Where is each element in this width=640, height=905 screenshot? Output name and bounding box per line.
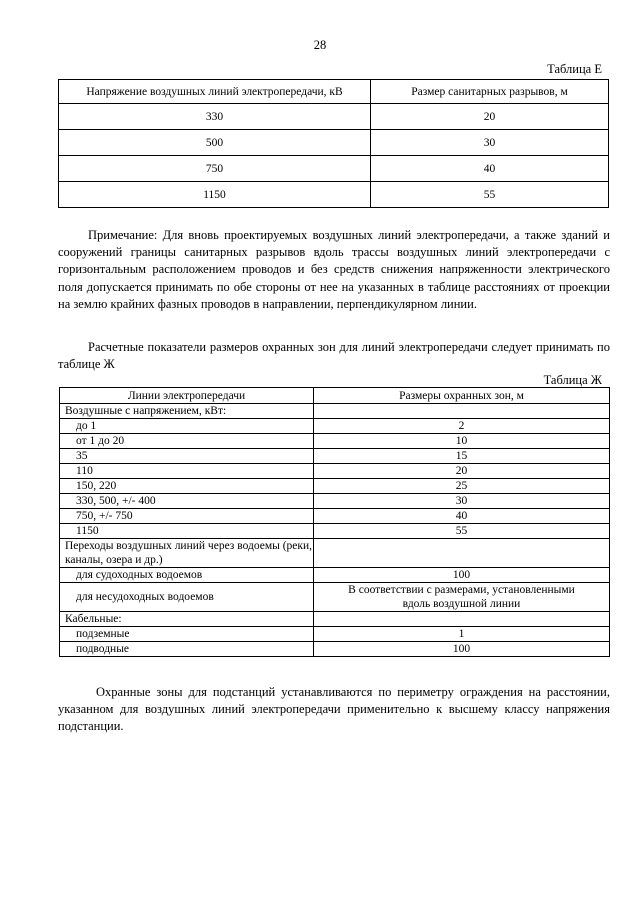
table-cell: В соответствии с размерами, установленными вдоль воздушной линии [314,583,610,612]
table-cell: для несудоходных водоемов [60,583,314,612]
table-e-caption: Таблица Е [547,62,602,76]
table-zh [59,387,610,657]
table-row [60,524,610,539]
table-cell: 110 [60,464,314,479]
table-cell: от 1 до 20 [60,434,314,449]
calc-text: Расчетные показатели размеров охранных зон для линий электропередачи следует принимать по таблице Ж [58,340,610,372]
table-row [60,404,610,419]
substation-paragraph [58,684,610,736]
table-cell: 150, 220 [60,479,314,494]
table-row [59,130,609,156]
table-cell: 10 [314,434,610,449]
page-number: 28 [313,38,327,52]
table-cell: 35 [60,449,314,464]
table-row [60,509,610,524]
table-e-header-voltage: Напряжение воздушных линий электропередачи, кВ [59,80,371,104]
table-cell: 25 [314,479,610,494]
table-cell: 100 [314,568,610,583]
table-cell: 100 [314,642,610,657]
table-header-row [60,388,610,404]
table-cell [314,539,610,568]
table-cell: Воздушные с напряжением, кВт: [60,404,314,419]
calc-paragraph [58,339,610,373]
table-e [58,79,609,208]
table-row [59,156,609,182]
table-cell: 330 [59,104,371,130]
table-row [60,479,610,494]
table-cell: 1150 [59,182,371,208]
table-cell: 500 [59,130,371,156]
table-row [60,464,610,479]
note-paragraph [58,227,610,313]
table-cell [314,404,610,419]
table-row [60,494,610,509]
table-e-header-gap: Размер санитарных разрывов, м [371,80,609,104]
table-cell: 2 [314,419,610,434]
table-zh-caption: Таблица Ж [543,373,602,387]
table-row [60,419,610,434]
table-cell: 750 [59,156,371,182]
table-cell: 1150 [60,524,314,539]
table-header-row [59,80,609,104]
table-cell: 55 [371,182,609,208]
table-cell: 750, +/- 750 [60,509,314,524]
table-zh-header-zones: Размеры охранных зон, м [314,388,610,404]
table-row [60,627,610,642]
table-row [60,539,610,568]
table-row [60,449,610,464]
table-row [60,434,610,449]
table-cell: Переходы воздушных линий через водоемы (реки, каналы, озера и др.) [60,539,314,568]
note-text: Примечание: Для вновь проектируемых воздушных линий электропередачи, а также зданий и сооружений границы санитарных разрывов вдоль трассы воздушных линий электропередачи с горизонтальным расположением проводов и без средств снижения напряженности электрического поля допускается принимать по обе стороны от нее на указанных в таблице расстояниях от проекции на землю крайних фазных проводов в направлении, перпендикулярном линии. [58,228,610,311]
substation-text: Охранные зоны для подстанций устанавливаются по периметру ограждения на расстоянии, указанном для воздушных линий электропередачи применительно к высшему классу напряжения подстанции. [58,685,610,734]
table-cell: Кабельные: [60,612,314,627]
table-cell: 40 [371,156,609,182]
table-cell: 40 [314,509,610,524]
table-cell: подземные [60,627,314,642]
table-cell: 330, 500, +/- 400 [60,494,314,509]
table-row [60,583,610,612]
table-cell: 20 [314,464,610,479]
table-row [60,568,610,583]
table-row [60,642,610,657]
table-cell: 30 [314,494,610,509]
table-cell: 20 [371,104,609,130]
table-cell: до 1 [60,419,314,434]
table-cell [314,612,610,627]
table-cell: 15 [314,449,610,464]
table-row [59,104,609,130]
table-cell: 55 [314,524,610,539]
table-row [60,612,610,627]
table-cell: 1 [314,627,610,642]
table-cell: для судоходных водоемов [60,568,314,583]
table-zh-header-lines: Линии электропередачи [60,388,314,404]
table-cell: подводные [60,642,314,657]
table-row [59,182,609,208]
table-cell: 30 [371,130,609,156]
